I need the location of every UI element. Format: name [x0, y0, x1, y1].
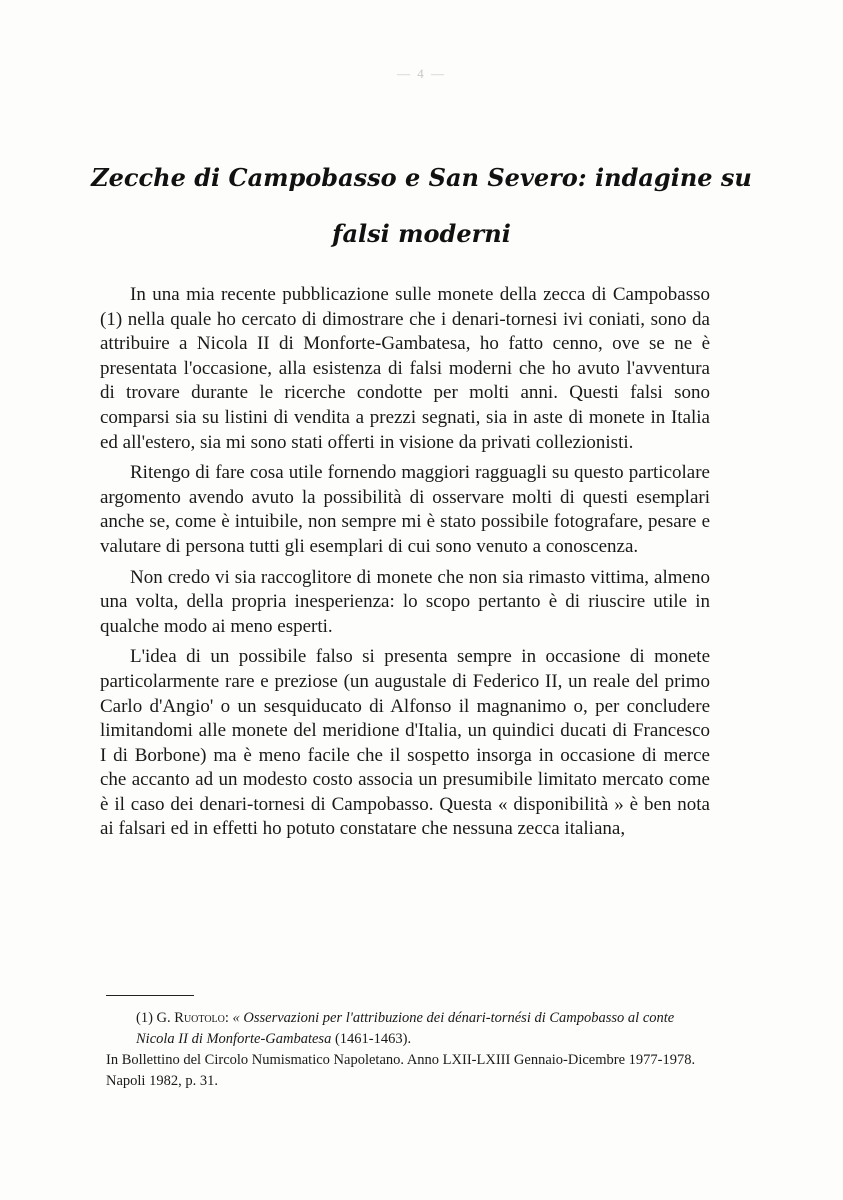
footnote-work-title: « Osservazioni per l'attribuzione dei dénari-tornési di Campobasso al conte Nicola II di Monforte-Gambatesa — [136, 1010, 675, 1047]
paragraph-1: In una mia recente pubblicazione sulle monete della zecca di Campobasso (1) nella quale ho cercato di dimostrare che i denari-tornesi ivi coniati, sono da attribuire a Nicola II di Monforte-Gambatesa, ho fatto cenno, ove se ne è presentata l'occasione, alla esistenza di falsi moderni che ho avuto l'avventura di trovare durante le ricerche condotte per molti anni. Questi falsi sono comparsi sia su listini di vendita a prezzi segnati, sia in aste di monete in Italia ed all'estero, sia mi sono stati offerti in visione da privati collezionisti. — [100, 284, 710, 453]
article-title-line-1: Zecche di Campobasso e San Severo: indagine su — [91, 163, 752, 192]
footnote-author: Ruotolo: — [174, 1010, 229, 1026]
footnote-publication: In Bollettino del Circolo Numismatico Napoletano. Anno LXII-LXIII Gennaio-Dicembre 1977-1978. Napoli 1982, p. 31. — [106, 1052, 696, 1089]
footnotes — [106, 1008, 710, 1092]
article-title-line-2: falsi moderni — [332, 219, 511, 248]
footnote-work-dates: (1461-1463). — [334, 1031, 412, 1047]
paragraph-4: L'idea di un possibile falso si presenta sempre in occasione di monete particolarmente rare e preziose (un augustale di Federico II, un reale del primo Carlo d'Angio' o un sesquiducato di Alfonso il magnanimo o, per concludere limitandomi alle monete del meridione d'Italia, un quindici ducati di Francesco I di Borbone) ma è meno facile che il sospetto insorga in occasione di merce che accanto ad un modesto costo associa un presumibile limitato mercato come è il caso dei denari-tornesi di Campobasso. Questa « disponibilità » è ben nota ai falsari ed in effetti ho potuto constatare che nessuna zecca italiana, — [100, 646, 710, 840]
article-body — [100, 283, 710, 848]
paragraph-2: Ritengo di fare cosa utile fornendo maggiori ragguagli su questo particolare argomento avendo avuto la possibilità di osservare molti di questi esemplari anche se, come è intuibile, non sempre mi è stato possibile fotografare, pesare e valutare di persona tutti gli esemplari di cui sono venuto a conoscenza. — [100, 462, 710, 557]
article-title — [60, 150, 783, 262]
footnote-author-initial: G. — [156, 1010, 171, 1026]
page-number: — 4 — — [397, 66, 446, 81]
footnote-divider — [106, 995, 194, 996]
paragraph-3: Non credo vi sia raccoglitore di monete che non sia rimasto vittima, almeno una volta, della propria inesperienza: lo scopo pertanto è di riuscire utile in qualche modo ai meno esperti. — [100, 566, 710, 637]
footnote-number: (1) — [136, 1010, 153, 1026]
footnote-1 — [106, 1008, 710, 1050]
